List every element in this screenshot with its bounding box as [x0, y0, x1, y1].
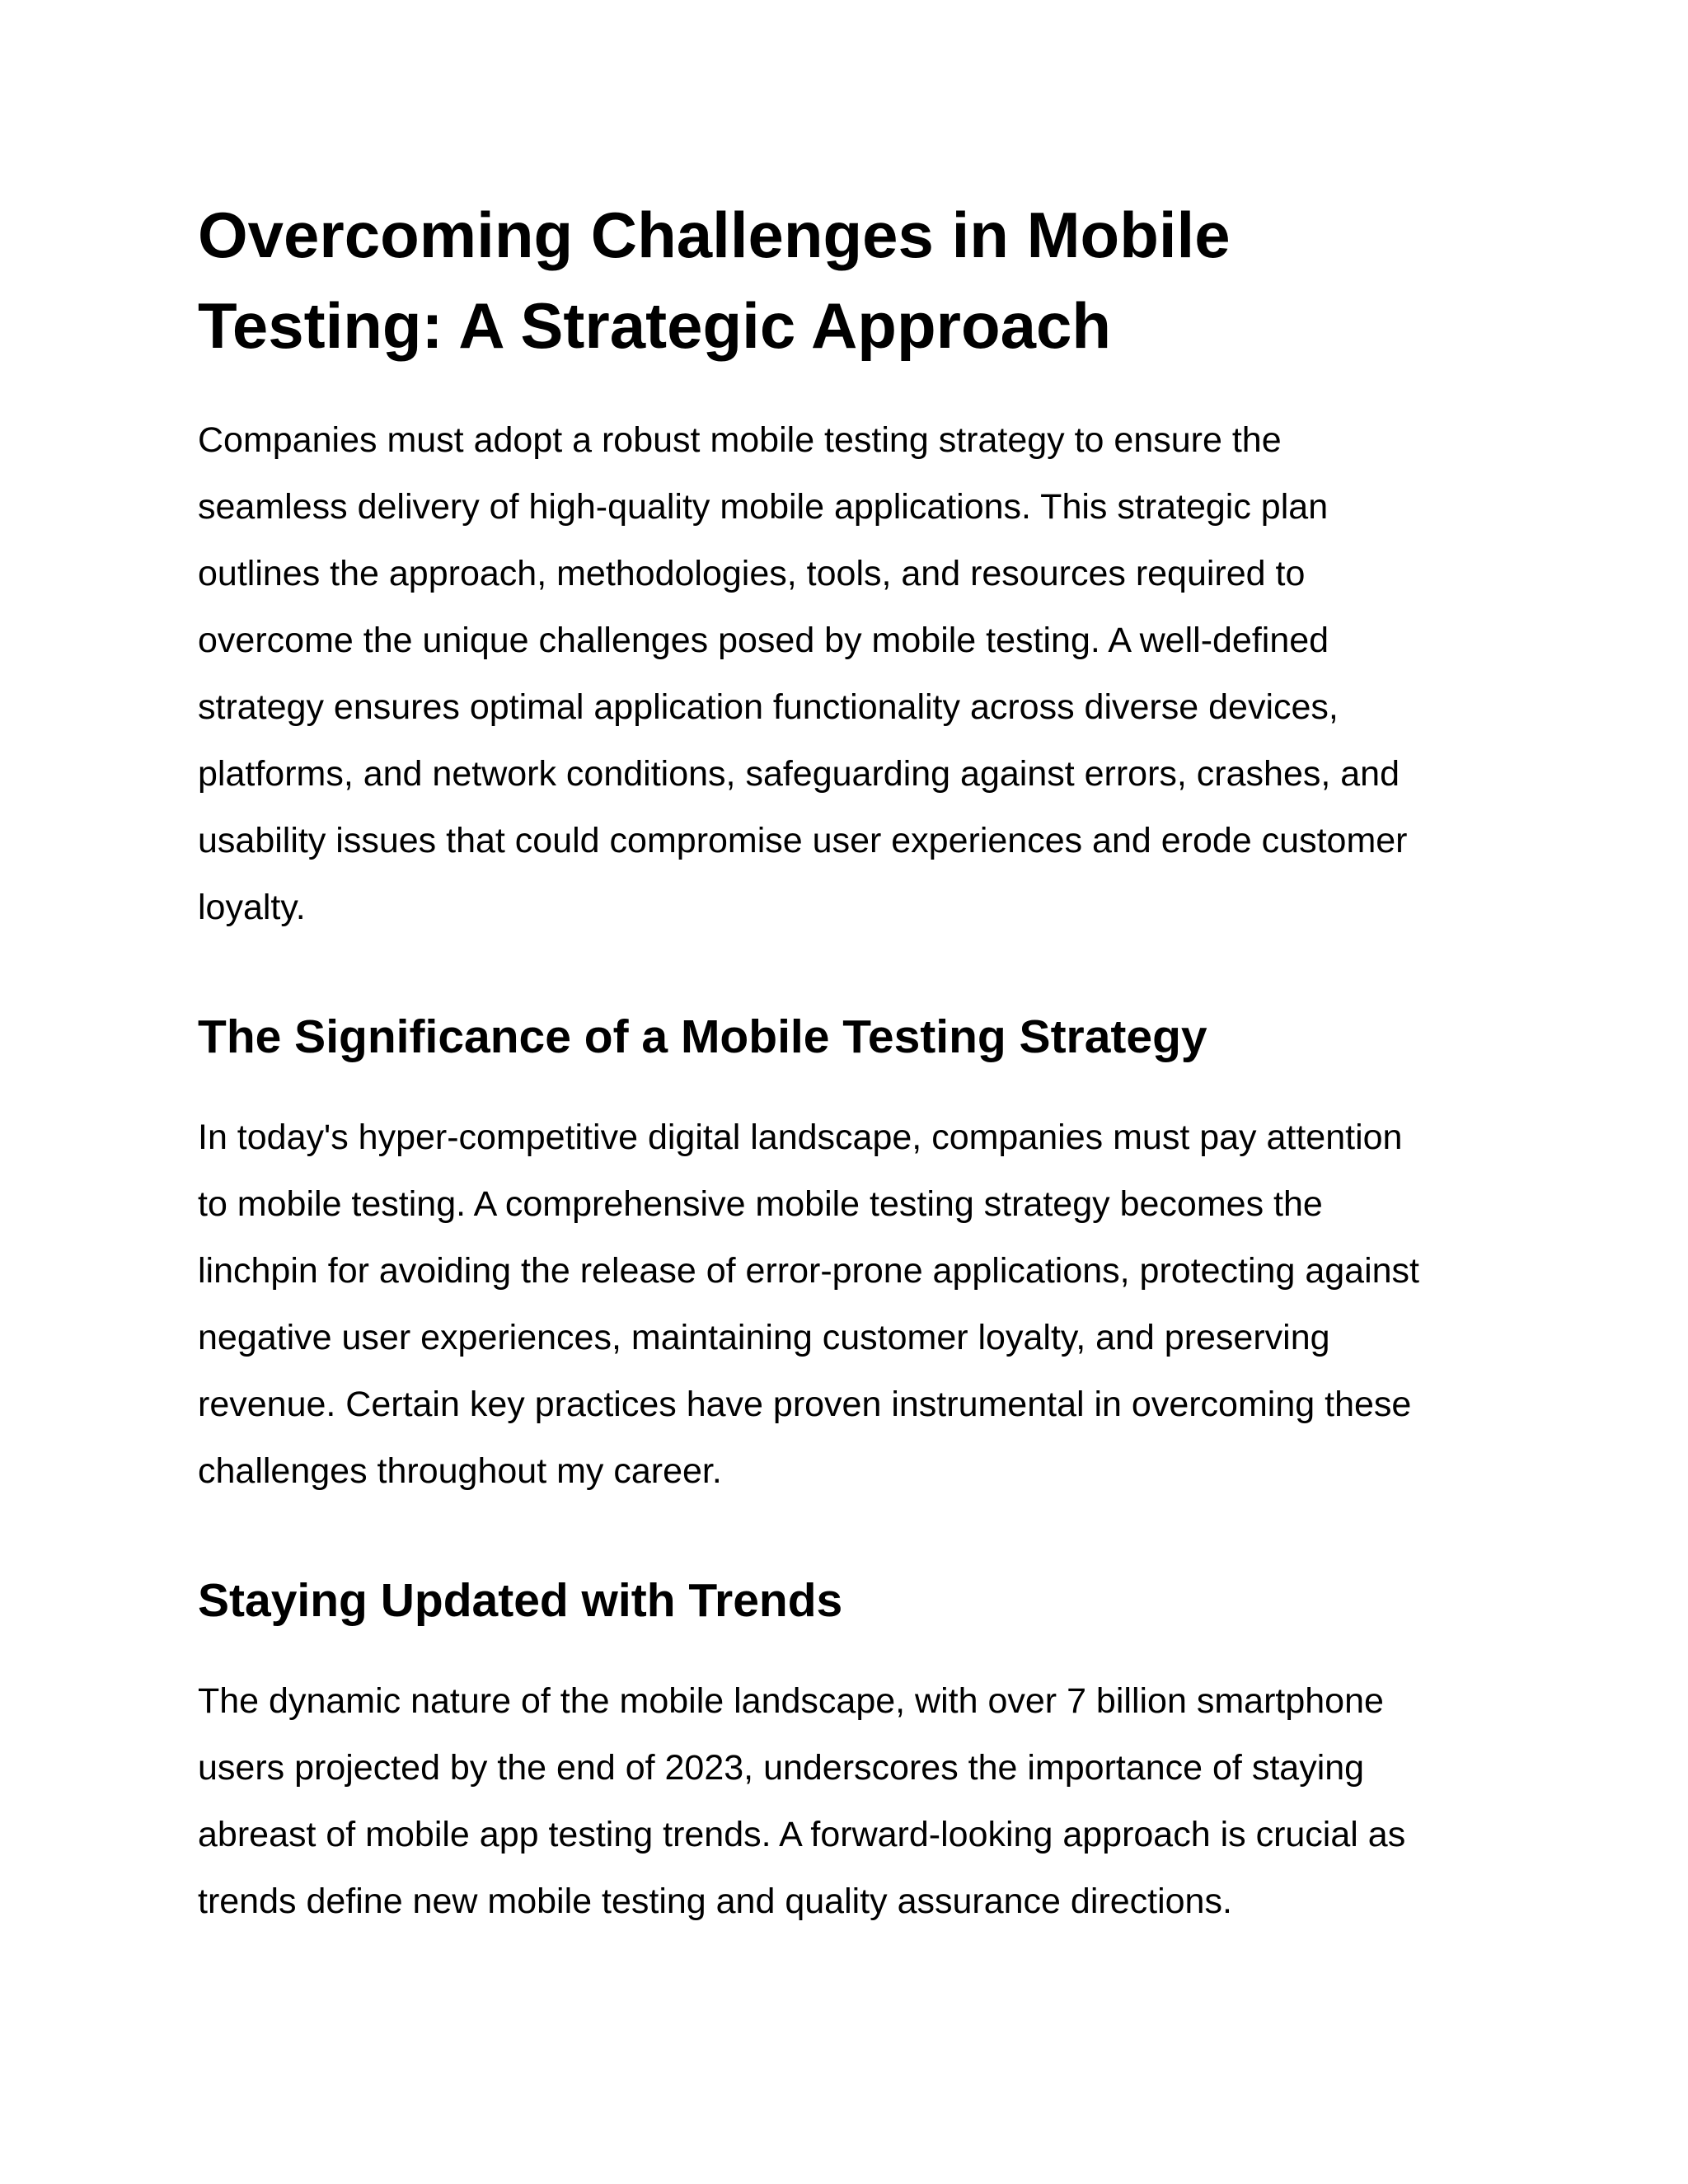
title-line: Testing: A Strategic Approach [198, 289, 1111, 362]
paragraph-line: revenue. Certain key practices have proven instrumental in overcoming these [198, 1385, 1412, 1424]
section-heading-trends: Staying Updated with Trends [198, 1574, 843, 1627]
paragraph-line: Companies must adopt a robust mobile testing strategy to ensure the [198, 420, 1282, 460]
section-heading-significance: The Significance of a Mobile Testing Strategy [198, 1010, 1207, 1063]
paragraph-line: outlines the approach, methodologies, tools, and resources required to [198, 554, 1306, 593]
paragraph-line: overcome the unique challenges posed by mobile testing. A well-defined [198, 621, 1329, 660]
section-paragraph-trends [198, 1668, 1517, 1935]
paragraph-line: users projected by the end of 2023, underscores the importance of staying [198, 1748, 1365, 1788]
paragraph-line: negative user experiences, maintaining customer loyalty, and preserving [198, 1318, 1330, 1357]
paragraph-line: linchpin for avoiding the release of error-prone applications, protecting against [198, 1251, 1419, 1291]
paragraph-line: platforms, and network conditions, safeguarding against errors, crashes, and [198, 754, 1400, 794]
paragraph-line: loyalty. [198, 888, 306, 927]
page-title [198, 190, 1517, 371]
paragraph-line: In today's hyper-competitive digital landscape, companies must pay attention [198, 1118, 1403, 1157]
paragraph-line: seamless delivery of high-quality mobile applications. This strategic plan [198, 487, 1329, 527]
paragraph-line: The dynamic nature of the mobile landscape, with over 7 billion smartphone [198, 1681, 1384, 1721]
paragraph-line: strategy ensures optimal application functionality across diverse devices, [198, 687, 1339, 727]
title-line: Overcoming Challenges in Mobile [198, 199, 1231, 271]
section-paragraph-significance [198, 1104, 1517, 1505]
paragraph-line: usability issues that could compromise user experiences and erode customer [198, 821, 1408, 860]
paragraph-line: to mobile testing. A comprehensive mobile testing strategy becomes the [198, 1184, 1323, 1224]
intro-paragraph [198, 407, 1517, 941]
paragraph-line: trends define new mobile testing and quality assurance directions. [198, 1882, 1232, 1921]
document-page [198, 190, 1517, 1935]
paragraph-line: abreast of mobile app testing trends. A forward-looking approach is crucial as [198, 1815, 1406, 1854]
paragraph-line: challenges throughout my career. [198, 1451, 722, 1491]
